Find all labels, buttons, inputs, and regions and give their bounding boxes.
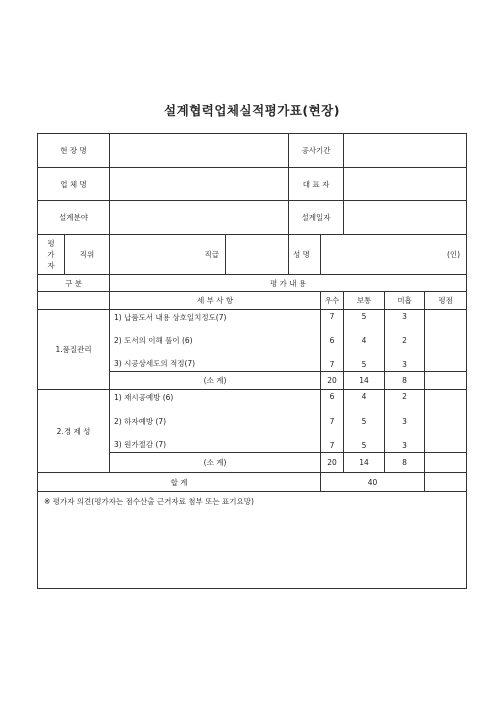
rank-field[interactable] <box>226 235 289 275</box>
total-row <box>38 473 467 492</box>
design-date-field[interactable] <box>344 201 467 235</box>
category-header: 구 분 <box>38 275 110 292</box>
content-header: 평 가 내 용 <box>110 275 467 292</box>
excellent-values: 6 7 7 <box>321 390 344 453</box>
list-item: 2) 도서의 이해 풀이 (6) <box>114 336 193 345</box>
site-name-label: 현 장 명 <box>38 134 110 168</box>
info-row-site <box>38 134 467 168</box>
info-row-company <box>38 168 467 201</box>
section-items <box>110 310 321 372</box>
list-item: 1) 납품도서 내용 상호일치정도(7) <box>114 313 227 322</box>
evaluator-row <box>38 235 467 275</box>
header-row <box>38 275 467 292</box>
score-field[interactable] <box>425 310 467 372</box>
design-date-label: 설계일자 <box>289 201 344 235</box>
list-item: 3) 시공상세도의 적정(7) <box>114 359 196 368</box>
ceo-field[interactable] <box>344 168 467 201</box>
info-row-field <box>38 201 467 235</box>
total-value: 40 <box>321 473 425 492</box>
section-row <box>38 310 467 372</box>
subtotal-excellent: 20 <box>321 453 344 473</box>
list-item: 2) 하자예방 (7) <box>114 416 167 426</box>
field-label: 설계분야 <box>38 201 110 235</box>
opinion-row <box>38 492 467 589</box>
document-title: 설계협력업체실적평가표(현장) <box>164 103 340 118</box>
evaluator-label: 평 가 자 <box>38 235 65 275</box>
period-label: 공사기간 <box>289 134 344 168</box>
site-name-field[interactable] <box>110 134 289 168</box>
subtotal-label: (소 계) <box>110 372 321 390</box>
ceo-label: 대 표 자 <box>289 168 344 201</box>
section-row <box>38 390 467 453</box>
company-field[interactable] <box>110 168 289 201</box>
grade-header-normal: 보통 <box>344 292 385 310</box>
poor-values: 3 2 3 <box>385 310 425 372</box>
rank-label: 직급 <box>110 235 226 275</box>
field-field[interactable] <box>110 201 289 235</box>
section-name: 1.품질관리 <box>38 310 110 390</box>
poor-values: 2 3 3 <box>385 390 425 453</box>
grade-header-excellent: 우수 <box>321 292 344 310</box>
detail-header: 세 부 사 항 <box>110 292 321 310</box>
grade-header-score: 평점 <box>425 292 467 310</box>
normal-values: 4 5 5 <box>344 390 385 453</box>
subheader-row <box>38 292 467 310</box>
name-label: 성 명 <box>289 235 321 275</box>
evaluation-form-table <box>37 133 467 589</box>
excellent-values: 7 6 7 <box>321 310 344 372</box>
company-label: 업 체 명 <box>38 168 110 201</box>
section-items <box>110 390 321 453</box>
subtotal-normal: 14 <box>344 372 385 390</box>
subtotal-excellent: 20 <box>321 372 344 390</box>
subtotal-poor: 8 <box>385 372 425 390</box>
score-field[interactable] <box>425 390 467 453</box>
total-score-field[interactable] <box>425 473 467 492</box>
subtotal-label: (소 계) <box>110 453 321 473</box>
normal-values: 5 4 5 <box>344 310 385 372</box>
seal-mark: (인) <box>321 235 467 275</box>
period-field[interactable] <box>344 134 467 168</box>
subtotal-normal: 14 <box>344 453 385 473</box>
list-item: 3) 원가절감 (7) <box>114 440 167 449</box>
section-name: 2.경 제 성 <box>38 390 110 473</box>
total-label: 합 계 <box>38 473 321 492</box>
list-item: 1) 재시공예방 (6) <box>114 393 174 402</box>
category-spacer <box>38 292 110 310</box>
grade-header-poor: 미흡 <box>385 292 425 310</box>
subtotal-poor: 8 <box>385 453 425 473</box>
subtotal-score-field[interactable] <box>425 372 467 390</box>
position-label: 직위 <box>65 235 110 275</box>
subtotal-score-field[interactable] <box>425 453 467 473</box>
opinion-note[interactable]: ※ 평가자 의견(평가자는 점수산출 근거자료 첨부 또는 표기요망) <box>38 492 467 589</box>
